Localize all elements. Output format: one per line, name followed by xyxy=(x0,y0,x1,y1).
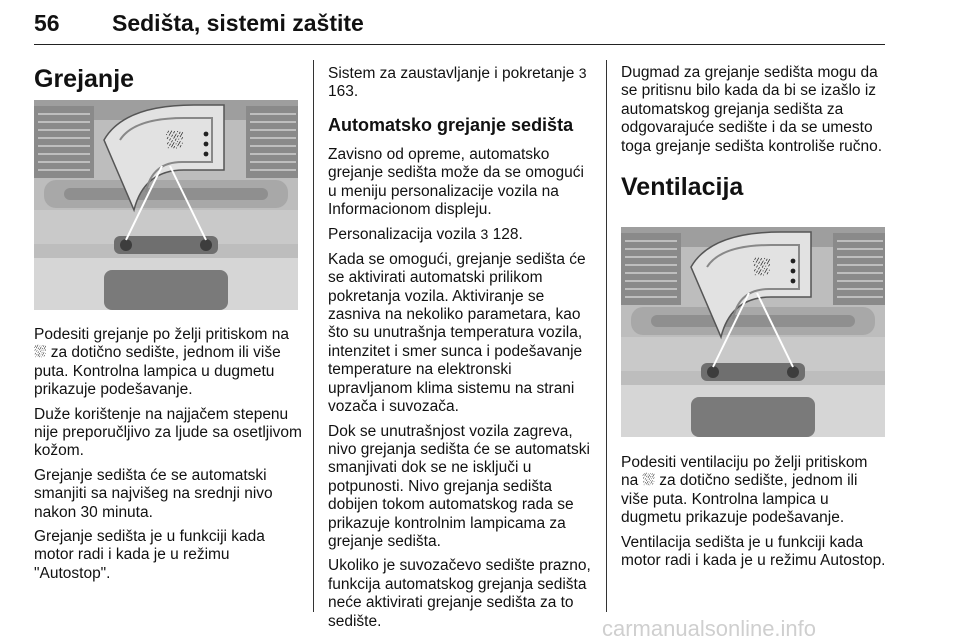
cross-reference-page[interactable]: 128. xyxy=(492,226,523,244)
svg-text:⛆: ⛆ xyxy=(753,256,771,281)
paragraph: Sistem za zaustavljanje i pokretanje xyxy=(328,65,575,82)
column-divider-2 xyxy=(606,60,607,612)
paragraph: Podesiti grejanje po želji pritiskom na ⛆ za dotično sedište, jednom ili više puta. Kontrolna lampica u dugmetu prikazuje podešavanje. xyxy=(34,326,290,399)
column-3 xyxy=(621,64,887,202)
heading-ventilacija: Ventilacija xyxy=(621,173,744,202)
figure-seat-ventilation xyxy=(621,227,885,437)
seat-heating-illustration xyxy=(34,100,298,310)
heading-automatsko-grejanje: Automatsko grejanje sedišta xyxy=(328,114,574,135)
paragraph: Dugmad za grejanje sedišta mogu da se pritisnu bilo kada da bi se izašlo iz automatskog grejanja sedišta za odgovarajuće sedište i da se umesto toga grejanje sedišta kontroliše ručno. xyxy=(621,64,883,155)
watermark: carmanualsonline.info xyxy=(602,616,817,641)
paragraph: Grejanje sedišta je u funkciji kada motor radi i kada je u režimu "Autostop". xyxy=(34,528,265,582)
paragraph: Ventilacija sedišta je u funkciji kada motor radi i kada je u režimu Autostop. xyxy=(621,533,886,570)
column-2 xyxy=(328,64,596,637)
heading-grejanje: Grejanje xyxy=(34,65,135,93)
header-rule xyxy=(34,44,885,45)
seat-ventilation-illustration xyxy=(621,227,885,437)
paragraph: Ukoliko je suvozačevo sedište prazno, funkcija automatskog grejanja sedišta neće aktivirati grejanje sedišta za to sedište. xyxy=(328,557,591,630)
page-number: 56 xyxy=(34,10,60,36)
page-header xyxy=(34,10,884,42)
column-3-text xyxy=(621,454,887,576)
cross-reference-page[interactable]: 163. xyxy=(328,83,359,101)
column-1 xyxy=(34,64,302,94)
column-divider-1 xyxy=(313,60,314,612)
column-1-text xyxy=(34,326,302,589)
paragraph: Kada se omogući, grejanje sedišta će se aktivirati automatski prilikom pokretanja vozila. Aktiviranje se zasniva na nekoliko parametara, kao što su unutrašnja temperatura vozila, intenzitet i smer sunca i podešavanje temperature na elektronski upravljanom klima sistemu na strani vozača i suvozača. xyxy=(328,250,586,416)
cross-reference-arrow-icon: 3 xyxy=(578,65,587,81)
section-title: Sedišta, sistemi zaštite xyxy=(112,10,364,36)
svg-text:⛆: ⛆ xyxy=(166,129,184,154)
cross-reference-arrow-icon: 3 xyxy=(480,226,489,243)
paragraph: Grejanje sedišta će se automatski smanjiti sa najvišeg na srednji nivo nakon 30 minuta. xyxy=(34,466,273,521)
paragraph: Dok se unutrašnjost vozila zagreva, nivo grejanja sedišta će se automatski smanjivati dok se ne isključi u potpunosti. Nivo grejanja sedišta dobijen tokom automatskog rada se prikazuje kontrolnim lampicama za grejanje sedišta. xyxy=(328,422,590,550)
paragraph: Zavisno od opreme, automatsko grejanje sedišta može da se omogući u meniju personalizacije vozila na Informacionom displeju. xyxy=(328,145,584,219)
figure-seat-heating xyxy=(34,100,298,310)
paragraph: Podesiti ventilaciju po želji pritiskom na ⛆ za dotično sedište, jednom ili više puta. Kontrolna lampica u dugmetu prikazuje podešavanje. xyxy=(621,454,868,527)
paragraph: Personalizacija vozila xyxy=(328,226,477,244)
paragraph: Duže korištenje na najjačem stepenu nije preporučljivo za ljude sa osetljivom kožom. xyxy=(34,405,302,460)
